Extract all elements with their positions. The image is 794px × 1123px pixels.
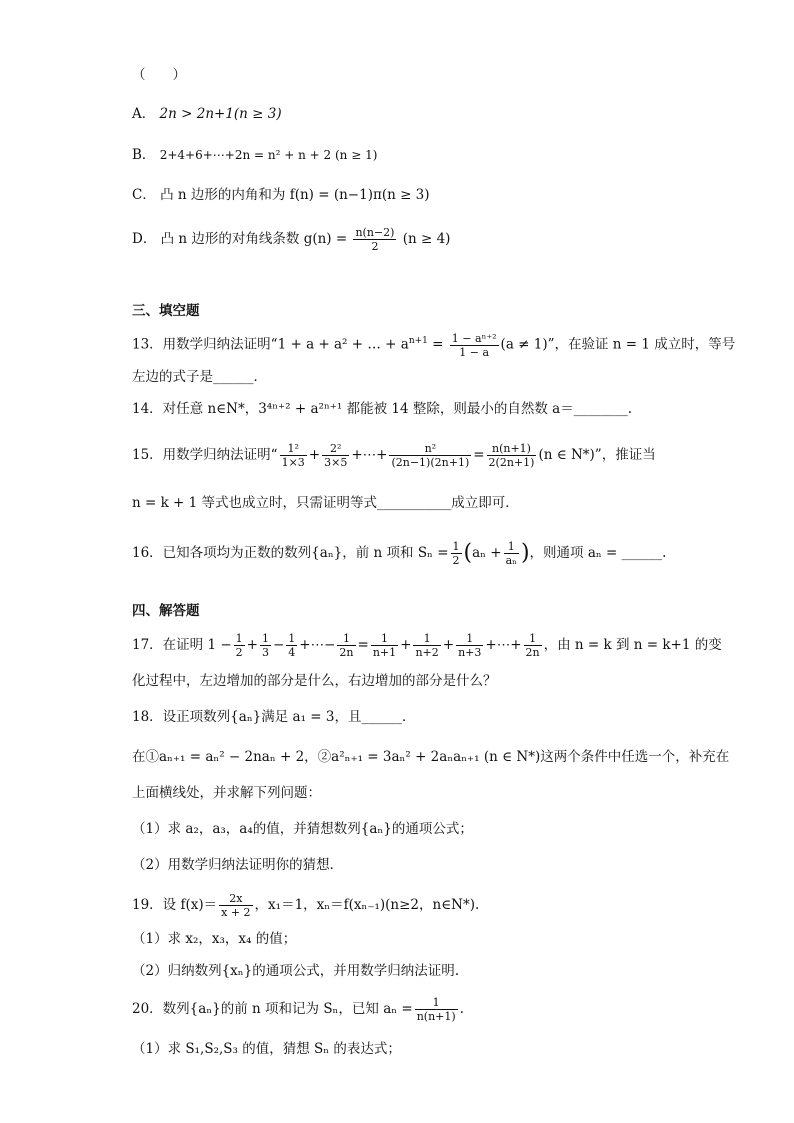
fraction [504, 540, 519, 567]
fraction [456, 632, 483, 659]
q13-line1 [132, 330, 735, 359]
denominator: 3×5 [324, 456, 348, 469]
q19-line1 [132, 892, 479, 919]
q18-line2: 在①aₙ₊₁ = aₙ² − 2naₙ + 2，②a²ₙ₊₁ = 3aₙ² + 2aₙaₙ₊₁ (n ∈ N*)这两个条件中任选一个，补充在 [132, 749, 730, 765]
section-heading-answer: 四、解答题 [132, 603, 200, 619]
q14: 14．对任意 n∈N*，3⁴ⁿ⁺² + a²ⁿ⁺¹ 都能被 14 整除，则最小的自然数 a＝________. [132, 401, 633, 417]
equals: = [427, 336, 448, 353]
option-label: B． [132, 147, 156, 163]
fraction [219, 892, 252, 919]
q17-line2: 化过程中，左边增加的部分是什么，右边增加的部分是什么？ [132, 673, 497, 689]
fraction [337, 632, 355, 659]
q18-line1: 18．设正项数列{aₙ}满足 a₁ = 3，且______． [132, 709, 416, 725]
numerator: 1² [280, 442, 307, 456]
q19-line3: （2）归纳数列{xₙ}的通项公式，并用数学归纳法证明. [132, 963, 460, 979]
q13-text: (a ≠ 1)”，在验证 n = 1 成立时，等号 [500, 336, 736, 353]
q16-text: 16．已知各项均为正数的数列{aₙ}，前 n 项和 Sₙ = [132, 545, 449, 561]
dots: +⋯+ [351, 447, 388, 463]
numerator: 1 − aⁿ⁺² [451, 331, 497, 345]
fraction [280, 442, 307, 469]
fraction [524, 632, 542, 659]
numerator: 1 [235, 632, 243, 645]
option-math: 2+4+6+⋯+2n = n² + n + 2 (n ≥ 1) [159, 148, 378, 162]
right-paren: ) [520, 540, 530, 566]
denominator: (2n−1)(2n+1) [391, 456, 470, 469]
numerator: 1 [456, 632, 483, 646]
denominator: 2n [339, 646, 354, 659]
denominator: 2(2n+1) [488, 456, 535, 469]
denominator: 2 [452, 554, 460, 567]
numerator: 1 [524, 632, 542, 646]
denominator: 1 − a [459, 345, 490, 359]
numerator: 2x [219, 892, 252, 906]
denominator: x + 2 [221, 906, 251, 919]
numerator: 1 [337, 632, 355, 646]
q18-line4: （1）求 a₂，a₃，a₄的值，并猜想数列{aₙ}的通项公式； [132, 821, 473, 837]
numerator: 1 [452, 540, 460, 553]
q15-text: 15．用数学归纳法证明“ [132, 447, 278, 463]
q16-inner: aₙ + [472, 545, 502, 561]
fraction [371, 632, 398, 659]
denominator: 3 [261, 646, 269, 659]
denominator: n+2 [415, 646, 439, 659]
q16-text: ，则通项 aₙ = ______. [529, 545, 667, 561]
option-text: 凸 n 边形的内角和为 f(n) = (n−1)π(n ≥ 3) [160, 187, 430, 203]
q19-line2: （1）求 x₂，x₃，x₄ 的值； [132, 931, 297, 947]
fraction [451, 540, 462, 567]
fraction [487, 442, 537, 469]
numerator: n(n−2) [355, 226, 395, 239]
option-text: (n ≥ 4) [402, 231, 451, 247]
numerator: 1 [288, 632, 296, 645]
q13-text: 13．用数学归纳法证明“1 + a + a² + … + a [132, 336, 409, 353]
denominator: aₙ [505, 554, 517, 567]
numerator: 2² [322, 442, 349, 456]
equals: = [473, 447, 485, 463]
option-text: 凸 n 边形的对角线条数 g(n) = [160, 231, 348, 247]
denominator: n+3 [458, 646, 482, 659]
fraction [286, 632, 297, 659]
q19-text: ，x₁＝1，xₙ＝f(xₙ₋₁)(n≥2，n∈N*). [254, 897, 480, 913]
left-paren: ( [463, 540, 473, 566]
option-label: D． [132, 231, 157, 247]
denominator: 2 [235, 646, 243, 659]
numerator: 1 [261, 632, 269, 645]
q18-line3: 上面横线处，并求解下列问题： [132, 785, 321, 801]
denominator: 2n [525, 646, 540, 659]
denominator: n(n+1) [416, 1010, 456, 1023]
numerator: 1 [371, 632, 398, 646]
numerator: n(n+1) [487, 442, 537, 456]
option-math: 2n > 2n+1(n ≥ 3) [159, 106, 282, 122]
option-label: A． [132, 106, 156, 122]
numerator: n² [389, 442, 471, 456]
denominator: n+1 [372, 646, 397, 659]
fraction [234, 632, 245, 659]
q20-line2: （1）求 S₁,S₂,S₃ 的值，猜想 Sₙ 的表达式； [132, 1041, 401, 1057]
q15-text: (n ∈ N*)”，推证当 [538, 447, 656, 463]
q15-line2: n = k + 1 等式也成立时，只需证明等式___________成立即可． [132, 495, 519, 511]
q12-option-d [132, 226, 450, 253]
q20-text: . [459, 1001, 464, 1017]
numerator: 1 [413, 632, 440, 646]
fraction [413, 632, 440, 659]
section-heading-fill-blank: 三、填空题 [132, 303, 200, 319]
q12-bracket: （ ） [132, 67, 186, 83]
q15-line1: 15．用数学归纳法证明“ $\frac{\text{1²}}{1\times 3}$ + $\frac{\text{2²}}{3\times 5}$ +⋯+ $\frac{\text{n²}}{(2n-1)(2n+1)}$ = $\frac{n(n+1)}{2(2n+1)}$ (n ∈ N*)”，推证当 [132, 442, 656, 469]
q18-line5: （2）用数学归纳法证明你的猜想． [132, 857, 344, 873]
q12-option-c [132, 184, 430, 206]
fraction [353, 226, 396, 253]
numerator: 1 [415, 996, 458, 1010]
exponent: n+1 [408, 336, 428, 346]
q16 [132, 540, 666, 567]
q12-option-a [132, 103, 282, 125]
q17-text: ，由 n = k 到 n = k+1 的变 [543, 637, 722, 653]
q20-text: 20．数列{aₙ}的前 n 项和记为 Sₙ，已知 aₙ = [132, 1001, 413, 1017]
denominator: 2 [371, 240, 379, 253]
fraction [389, 442, 471, 469]
denominator: 4 [288, 646, 296, 659]
q19-text: 19．设 f(x)＝ [132, 897, 218, 913]
fraction [450, 332, 499, 359]
q13-line2: 左边的式子是______． [132, 369, 267, 385]
option-label: C． [132, 187, 156, 203]
q17-text: 17．在证明 1 − [132, 637, 232, 653]
q17-line1: 17．在证明 1 − $\frac{1}{2}$ + $\frac{1}{3}$ − $\frac{1}{4}$ +⋯− $\frac{1}{2n}$ = $\frac{1}{n+1}$ + $\frac{1}{n+2}$ + $\frac{1}{n+3}$ +⋯+ $\frac{1}{2n}$ ，由 n = k 到 n = k+1 的变 [132, 632, 722, 659]
q12-option-b [132, 144, 377, 166]
q20-line1 [132, 996, 464, 1023]
denominator: 1×3 [281, 456, 305, 469]
fraction [260, 632, 271, 659]
numerator: 1 [504, 540, 519, 554]
fraction [322, 442, 349, 469]
fraction [415, 996, 458, 1023]
